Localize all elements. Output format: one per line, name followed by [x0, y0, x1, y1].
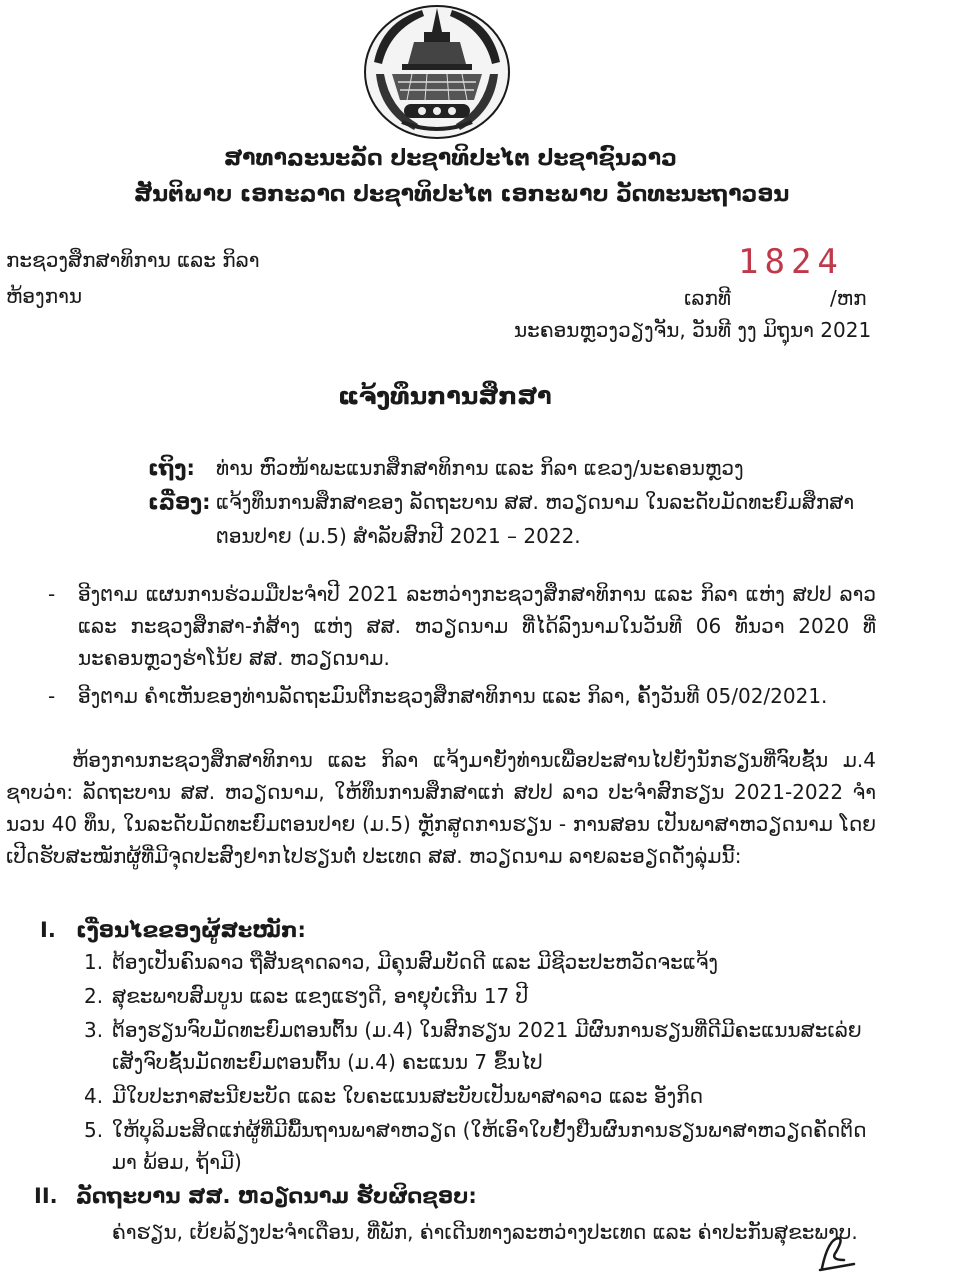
item-number: 3.	[84, 1018, 104, 1042]
number-suffix: /ຫກ	[830, 286, 867, 310]
number-label: ເລກທີ	[684, 286, 732, 310]
condition-item: ສຸຂະພາບສົມບູນ ແລະ ແຂງແຮງດີ, ອາຍຸບໍ່ເກີນ 17 ປີ	[112, 984, 529, 1008]
to-label: ເຖິງ:	[148, 456, 195, 480]
subject-line-1: ແຈ້ງທຶນການສຶກສາຂອງ ລັດຖະບານ ສສ. ຫວຽດນາມ ໃນລະດັບມັດທະຍົມສຶກສາ	[216, 490, 855, 514]
reference-dash: -	[48, 582, 56, 606]
section-2-text: ຄ່າຮຽນ, ເບ້ຍລ້ຽງປະຈໍາເດືອນ, ທີ່ພັກ, ຄ່າເດີນທາງລະຫວ່າງປະເທດ ແລະ ຄ່າປະກັນສຸຂະພາບ.	[112, 1220, 858, 1244]
condition-item: ໃຫ້ບຸລິມະສິດແກ່ຜູ້ທີ່ມີພື້ນຖານພາສາຫວຽດ (ໃຫ້ເອົາໃບຢັ້ງຢືນຜົນການຮຽນພາສາຫວຽດຄັດຕິດມາ ພ້ອມ, ຖ້າມີ)	[112, 1118, 867, 1174]
section-1-heading: ເງື່ອນໄຂຂອງຜູ້ສະໝັກ:	[76, 918, 306, 942]
reference-2: ອີງຕາມ ຄໍາເຫັນຂອງທ່ານລັດຖະມົນຕີກະຊວງສຶກສາທິການ ແລະ ກິລາ, ຄັ້ງວັນທີ 05/02/2021.	[78, 684, 828, 708]
item-number: 2.	[84, 984, 104, 1008]
national-motto: ສັນຕິພາບ ເອກະລາດ ປະຊາທິປະໄຕ ເອກະພາບ ວັດທະນະຖາວອນ	[134, 182, 790, 207]
item-number: 1.	[84, 950, 104, 974]
to-recipient: ທ່ານ ຫົວໜ້າພະແນກສຶກສາທິການ ແລະ ກິລາ ແຂວງ/ນະຄອນຫຼວງ	[216, 456, 744, 480]
document-number-stamp: 1824	[738, 242, 844, 282]
initial-signature	[814, 1230, 860, 1274]
reference-dash: -	[48, 684, 56, 708]
subject-line-2: ຕອນປາຍ (ມ.5) ສໍາລັບສົກປີ 2021 – 2022.	[216, 524, 581, 548]
condition-item: ຕ້ອງເປັນຄົນລາວ ຖືສັນຊາດລາວ, ມີຄຸນສົມບັດດີ ແລະ ມີຊີວະປະຫວັດຈະແຈ້ງ	[112, 950, 719, 974]
condition-item: ມີໃບປະກາສະນີຍະບັດ ແລະ ໃບຄະແນນສະບັບເປັນພາສາລາວ ແລະ ອັງກິດ	[112, 1084, 704, 1108]
document-title: ແຈ້ງທຶນການສຶກສາ	[338, 382, 552, 410]
date-line: ນະຄອນຫຼວງວຽງຈັນ, ວັນທີ ງງ ມິຖຸນາ 2021	[514, 318, 872, 342]
item-number: 4.	[84, 1084, 104, 1108]
subject-label: ເລື່ອງ:	[148, 490, 211, 514]
national-emblem-icon	[362, 2, 512, 142]
section-2-numeral: II.	[34, 1184, 58, 1208]
section-1-numeral: I.	[40, 918, 56, 942]
ministry-name: ກະຊວງສຶກສາທິການ ແລະ ກິລາ	[6, 248, 260, 272]
republic-name: ສາທາລະນະລັດ ປະຊາທິປະໄຕ ປະຊາຊົນລາວ	[224, 146, 677, 171]
condition-item: ຕ້ອງຮຽນຈົບມັດທະຍົມຕອນຕົ້ນ (ມ.4) ໃນສົກຮຽນ 2021 ມີຜົນການຮຽນທີ່ດີມີຄະແນນສະເລ່ຍ ເສັງຈົບຊັ້ນມັດທະຍົມຕອນຕົ້ນ (ມ.4) ຄະແນນ 7 ຂຶ້ນໄປ	[112, 1018, 862, 1074]
item-number: 5.	[84, 1118, 104, 1142]
section-2-heading: ລັດຖະບານ ສສ. ຫວຽດນາມ ຮັບຜິດຊອບ:	[76, 1184, 477, 1208]
reference-1: ອີງຕາມ ແຜນການຮ່ວມມືປະຈໍາປີ 2021 ລະຫວ່າງກະຊວງສຶກສາທິການ ແລະ ກິລາ ແຫ່ງ ສປປ ລາວ ແລະ ກະຊວງສຶກສາ-ກໍ່ສ້າງ ແຫ່ງ ສສ. ຫວຽດນາມ ທີ່ໄດ້ລົງນາມໃນວັນທີ 06 ທັນວາ 2020 ທີ່ ນະຄອນຫຼວງຮ່າໂນ້ຍ ສສ. ຫວຽດນາມ.	[78, 582, 876, 670]
office-label: ຫ້ອງການ	[6, 284, 83, 308]
body-paragraph: ຫ້ອງການກະຊວງສຶກສາທິການ ແລະ ກິລາ ແຈ້ງມາຍັງທ່ານເພື່ອປະສານໄປຍັງນັກຮຽນທີ່ຈົບຊັ້ນ ມ.4 ຊາບວ່າ: ລັດຖະບານ ສສ. ຫວຽດນາມ, ໃຫ້ທຶນການສຶກສາແກ່ ສປປ ລາວ ປະຈໍາສົກຮຽນ 2021-2022 ຈໍານວນ 40 ທຶນ, ໃນລະດັບມັດທະຍົມຕອນປາຍ (ມ.5) ຫຼັກສູດການຮຽນ - ການສອນ ເປັນພາສາຫວຽດນາມ ໂດຍເປີດຮັບສະໝັກຜູ້ທີ່ມີຈຸດປະສົງຢາກໄປຮຽນຕໍ່ ປະເທດ ສສ. ຫວຽດນາມ ລາຍລະອຽດດັ່ງລຸ່ມນີ້:	[6, 748, 876, 868]
